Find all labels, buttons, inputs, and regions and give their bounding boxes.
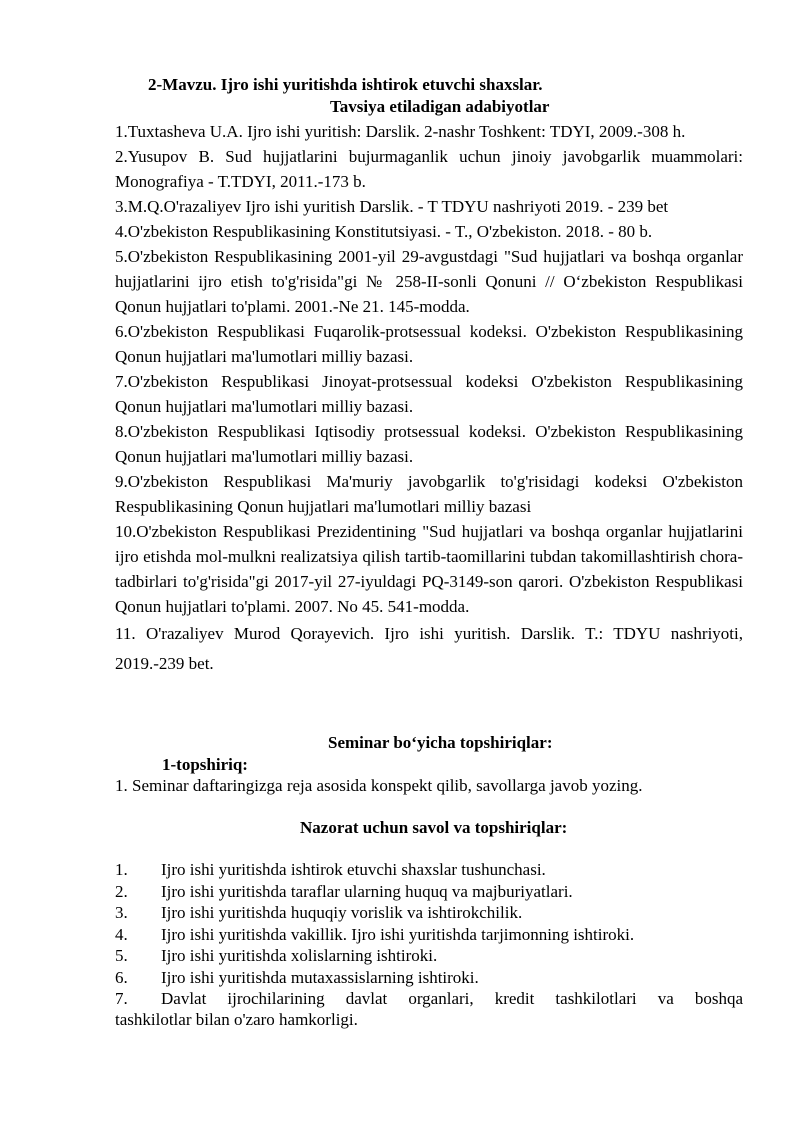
task-heading: 1-topshiriq: — [162, 755, 248, 774]
list-item — [115, 902, 743, 924]
question-number: 1. — [115, 860, 128, 879]
list-item — [115, 924, 743, 946]
questions-list — [115, 859, 743, 1030]
list-item — [115, 859, 743, 881]
seminar-heading: Seminar bo‘yicha topshiriqlar: — [328, 733, 553, 752]
question-number: 6. — [115, 967, 128, 987]
question-number: 7. — [115, 989, 128, 1008]
question-number: 4. — [115, 924, 128, 944]
question-number: 2. — [115, 881, 128, 901]
question-text: Ijro ishi yuritishda vakillik. Ijro ishi yuritishda tarjimonning ishtiroki. — [161, 924, 635, 944]
reference-item: 10.O'zbekiston Respublikasi Prezidentining "Sud hujjatlari va boshqa organlar hujjatlarini ijro etishda mol-mulkni realizatsiya qilish tartib-taomillarini tubdan takomillashtirish chora-tadbirlari to'g'risida"gi 2017-yil 27-iyuldagi PQ-3149-son qarori. O'zbekiston Respublikasi Qonun hujjatlari to'plami. 2007. No 45. 541-modda. — [115, 522, 743, 616]
reference-item: 1.Tuxtasheva U.A. Ijro ishi yuritish: Darslik. 2-nashr Toshkent: TDYI, 2009.-308 h. — [115, 122, 686, 141]
list-item — [115, 967, 743, 989]
reference-item: 3.M.Q.O'razaliyev Ijro ishi yuritish Darslik. - T TDYU nashriyoti 2019. - 239 bet — [115, 197, 669, 216]
reference-item: 5.O'zbekiston Respublikasining 2001-yil 29-avgustdagi "Sud hujjatlari va boshqa organlar hujjatlarini ijro etish to'g'risida"gi № 258-II-sonli Qonuni // O‘zbekiston Respublikasi Qonun hujjatlari to'plami. 2001.-Ne 21. 145-modda. — [115, 247, 743, 316]
page-title: 2-Mavzu. Ijro ishi yuritishda ishtirok etuvchi shaxslar. — [148, 75, 543, 94]
question-text: Ijro ishi yuritishda huquqiy vorislik va ishtirokchilik. — [161, 903, 523, 922]
question-number: 5. — [115, 946, 128, 965]
question-text: Ijro ishi yuritishda mutaxassislarning ishtiroki. — [161, 967, 479, 987]
reference-item: 9.O'zbekiston Respublikasi Ma'muriy javobgarlik to'g'risidagi kodeksi O'zbekiston Respublikasining Qonun hujjatlari ma'lumotlari milliy bazasi — [115, 472, 743, 516]
question-number: 3. — [115, 903, 128, 922]
question-text: Ijro ishi yuritishda taraflar ularning huquq va majburiyatlari. — [161, 881, 573, 901]
list-item — [115, 988, 743, 1030]
reference-item: 6.O'zbekiston Respublikasi Fuqarolik-protsessual kodeksi. O'zbekiston Respublikasining Qonun hujjatlari ma'lumotlari milliy bazasi. — [115, 322, 743, 366]
question-text: Ijro ishi yuritishda xolislarning ishtiroki. — [161, 946, 438, 965]
reference-item: 7.O'zbekiston Respublikasi Jinoyat-protsessual kodeksi O'zbekiston Respublikasining Qonun hujjatlari ma'lumotlari milliy bazasi. — [115, 372, 743, 416]
question-text: Davlat ijrochilarining davlat organlari, kredit tashkilotlari va boshqa — [161, 989, 743, 1008]
task-text: 1. Seminar daftaringizga reja asosida konspekt qilib, savollarga javob yozing. — [115, 776, 643, 795]
list-item — [115, 881, 743, 903]
list-item — [115, 945, 743, 967]
control-heading: Nazorat uchun savol va topshiriqlar: — [300, 818, 568, 837]
question-text-continued: tashkilotlar bilan o'zaro hamkorligi. — [115, 1010, 358, 1029]
question-text: Ijro ishi yuritishda ishtirok etuvchi shaxslar tushunchasi. — [161, 860, 546, 879]
reference-item: 2.Yusupov B. Sud hujjatlarini bujurmaganlik uchun jinoiy javobgarlik muammolari: Monografiya - T.TDYI, 2011.-173 b. — [115, 147, 743, 191]
reference-item: 8.O'zbekiston Respublikasi Iqtisodiy protsessual kodeksi. O'zbekiston Respublikasining Qonun hujjatlari ma'lumotlari milliy bazasi. — [115, 422, 743, 466]
references-list — [115, 119, 743, 679]
reference-item: 11. O'razaliyev Murod Qorayevich. Ijro ishi yuritish. Darslik. T.: TDYU nashriyoti, 2019.-239 bet. — [115, 624, 743, 673]
reference-item: 4.O'zbekiston Respublikasining Konstitutsiyasi. - T., O'zbekiston. 2018. - 80 b. — [115, 222, 653, 241]
references-heading: Tavsiya etiladigan adabiyotlar — [330, 97, 550, 116]
